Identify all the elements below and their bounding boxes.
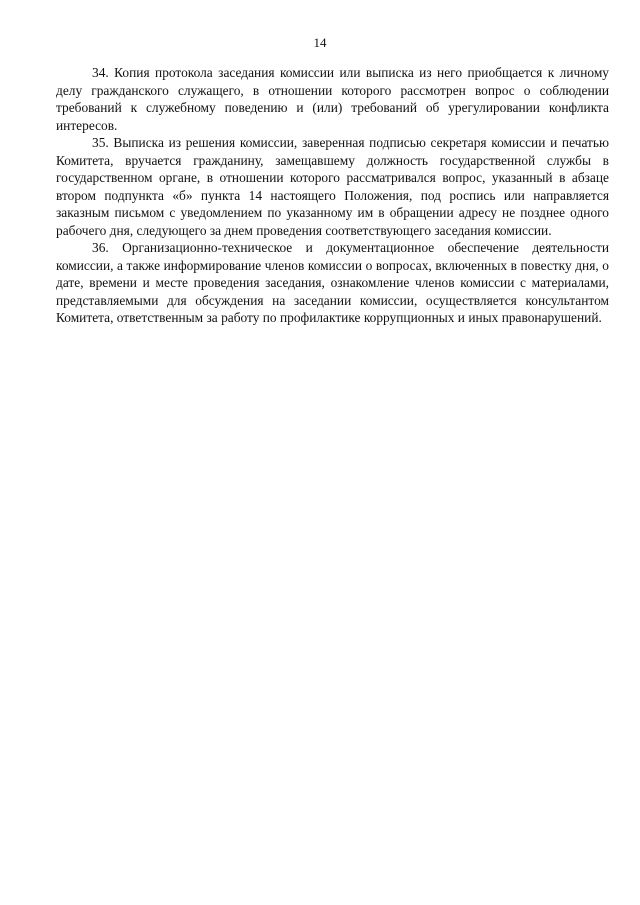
paragraph-35: 35. Выписка из решения комиссии, заверенная подписью секретаря комиссии и печатью Комитета, вручается гражданину, замещавшему должность государственной службы в государственном органе, в отношении которого рассматривался вопрос, указанный в абзаце втором подпункта «б» пункта 14 настоящего Положения, под роспись или направляется заказным письмом с уведомлением по указанному им в обращении адресу не позднее одного рабочего дня, следующего за днем проведения соответствующего заседания комиссии. xyxy=(56,135,609,238)
page-number: 14 xyxy=(313,35,327,50)
paragraph-34: 34. Копия протокола заседания комиссии или выписка из него приобщается к личному делу гражданского служащего, в отношении которого рассмотрен вопрос о соблюдении требований к служебному поведению и (или) требований об урегулировании конфликта интересов. xyxy=(56,65,609,133)
paragraph-36: 36. Организационно-техническое и документационное обеспечение деятельности комиссии, а также информирование членов комиссии о вопросах, включенных в повестку дня, о дате, времени и месте проведения заседания, ознакомление членов комиссии с материалами, представляемыми для обсуждения на заседании комиссии, осуществляется консультантом Комитета, ответственным за работу по профилактике коррупционных и иных правонарушений. xyxy=(56,240,609,325)
document-body xyxy=(56,64,609,327)
